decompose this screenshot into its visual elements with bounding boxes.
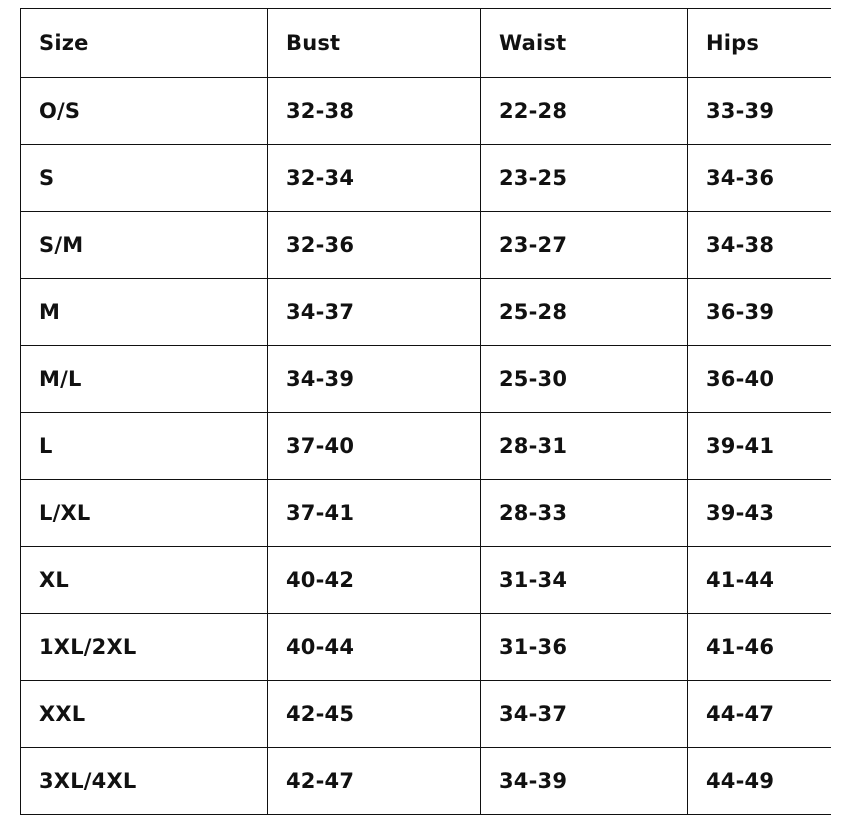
cell-hips: 36-40 <box>688 346 831 413</box>
cell-size: 1XL/2XL <box>21 614 268 681</box>
cell-hips: 41-44 <box>688 547 831 614</box>
table-row <box>21 681 831 748</box>
table-row <box>21 748 831 815</box>
column-header-hips: Hips <box>688 9 831 78</box>
cell-hips: 41-46 <box>688 614 831 681</box>
cell-hips: 34-36 <box>688 145 831 212</box>
cell-waist: 28-31 <box>481 413 688 480</box>
cell-waist: 23-25 <box>481 145 688 212</box>
cell-hips: 33-39 <box>688 78 831 145</box>
cell-bust: 37-41 <box>268 480 481 547</box>
cell-waist: 22-28 <box>481 78 688 145</box>
cell-bust: 37-40 <box>268 413 481 480</box>
table-row <box>21 279 831 346</box>
column-header-size: Size <box>21 9 268 78</box>
cell-bust: 32-36 <box>268 212 481 279</box>
cell-hips: 39-41 <box>688 413 831 480</box>
cell-bust: 32-38 <box>268 78 481 145</box>
cell-bust: 34-39 <box>268 346 481 413</box>
cell-size: S <box>21 145 268 212</box>
cell-waist: 31-36 <box>481 614 688 681</box>
cell-hips: 36-39 <box>688 279 831 346</box>
column-header-bust: Bust <box>268 9 481 78</box>
cell-size: M <box>21 279 268 346</box>
table-row <box>21 145 831 212</box>
table-row <box>21 346 831 413</box>
cell-hips: 44-49 <box>688 748 831 815</box>
cell-size: L/XL <box>21 480 268 547</box>
table-row <box>21 547 831 614</box>
table-header-row <box>21 9 831 78</box>
cell-hips: 39-43 <box>688 480 831 547</box>
cell-waist: 28-33 <box>481 480 688 547</box>
cell-size: XL <box>21 547 268 614</box>
cell-size: XXL <box>21 681 268 748</box>
cell-bust: 40-42 <box>268 547 481 614</box>
cell-bust: 34-37 <box>268 279 481 346</box>
cell-waist: 25-30 <box>481 346 688 413</box>
table-row <box>21 413 831 480</box>
table-header <box>21 9 831 78</box>
cell-bust: 42-45 <box>268 681 481 748</box>
cell-waist: 34-37 <box>481 681 688 748</box>
cell-hips: 34-38 <box>688 212 831 279</box>
table-row <box>21 480 831 547</box>
cell-size: 3XL/4XL <box>21 748 268 815</box>
size-chart-table <box>20 8 831 815</box>
cell-waist: 31-34 <box>481 547 688 614</box>
cell-waist: 25-28 <box>481 279 688 346</box>
column-header-waist: Waist <box>481 9 688 78</box>
table-row <box>21 614 831 681</box>
cell-size: M/L <box>21 346 268 413</box>
table-body <box>21 78 831 815</box>
table-row <box>21 212 831 279</box>
cell-bust: 40-44 <box>268 614 481 681</box>
cell-bust: 32-34 <box>268 145 481 212</box>
cell-waist: 23-27 <box>481 212 688 279</box>
cell-waist: 34-39 <box>481 748 688 815</box>
cell-size: L <box>21 413 268 480</box>
cell-size: S/M <box>21 212 268 279</box>
table-row <box>21 78 831 145</box>
cell-hips: 44-47 <box>688 681 831 748</box>
cell-bust: 42-47 <box>268 748 481 815</box>
cell-size: O/S <box>21 78 268 145</box>
